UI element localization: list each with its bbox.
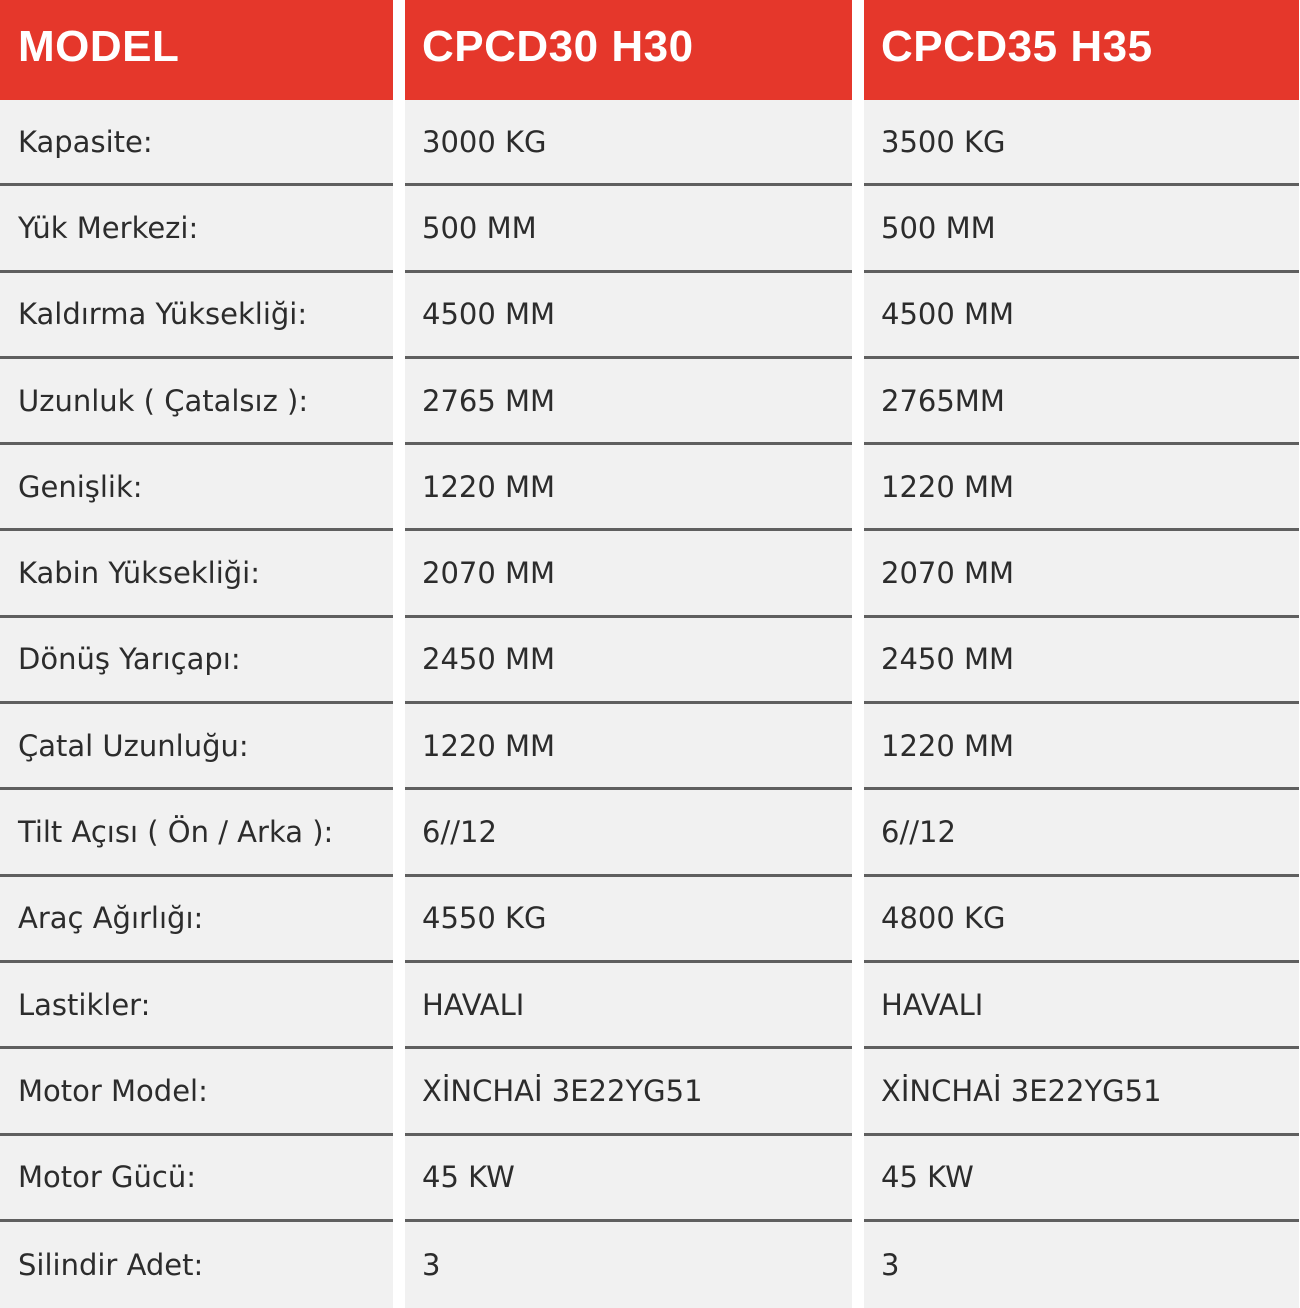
spec-value-cpcd30: 4550 KG [405, 877, 852, 963]
spec-value-cpcd35: 4800 KG [864, 877, 1299, 963]
spec-value-cpcd30: 2765 MM [405, 359, 852, 445]
spec-label: Kaldırma Yüksekliği: [0, 273, 393, 359]
spec-value-cpcd35: 1220 MM [864, 704, 1299, 790]
spec-value-cpcd30: 2070 MM [405, 531, 852, 617]
spec-label: Kapasite: [0, 100, 393, 186]
spec-value-cpcd30: 1220 MM [405, 445, 852, 531]
spec-label: Genişlik: [0, 445, 393, 531]
spec-value-cpcd30: HAVALI [405, 963, 852, 1049]
spec-label: Çatal Uzunluğu: [0, 704, 393, 790]
spec-value-cpcd30: 2450 MM [405, 618, 852, 704]
header-cpcd35: CPCD35 H35 [864, 0, 1299, 100]
spec-value-cpcd35: 2450 MM [864, 618, 1299, 704]
spec-value-cpcd30: 1220 MM [405, 704, 852, 790]
spec-label: Uzunluk ( Çatalsız ): [0, 359, 393, 445]
spec-label: Araç Ağırlığı: [0, 877, 393, 963]
spec-value-cpcd35: 4500 MM [864, 273, 1299, 359]
spec-value-cpcd35: 3 [864, 1222, 1299, 1308]
spec-label: Motor Gücü: [0, 1136, 393, 1222]
spec-label: Lastikler: [0, 963, 393, 1049]
spec-value-cpcd35: 45 KW [864, 1136, 1299, 1222]
spec-value-cpcd35: 500 MM [864, 186, 1299, 272]
spec-label: Yük Merkezi: [0, 186, 393, 272]
spec-value-cpcd30: 6//12 [405, 790, 852, 876]
spec-value-cpcd35: 2765MM [864, 359, 1299, 445]
spec-value-cpcd30: 500 MM [405, 186, 852, 272]
spec-value-cpcd30: 3000 KG [405, 100, 852, 186]
spec-value-cpcd35: 6//12 [864, 790, 1299, 876]
spec-value-cpcd35: XİNCHAİ 3E22YG51 [864, 1049, 1299, 1135]
header-cpcd30: CPCD30 H30 [405, 0, 852, 100]
spec-value-cpcd35: HAVALI [864, 963, 1299, 1049]
spec-label: Kabin Yüksekliği: [0, 531, 393, 617]
spec-value-cpcd30: 3 [405, 1222, 852, 1308]
spec-value-cpcd35: 3500 KG [864, 100, 1299, 186]
spec-value-cpcd35: 2070 MM [864, 531, 1299, 617]
spec-value-cpcd30: 45 KW [405, 1136, 852, 1222]
spec-label: Motor Model: [0, 1049, 393, 1135]
spec-value-cpcd30: 4500 MM [405, 273, 852, 359]
spec-value-cpcd35: 1220 MM [864, 445, 1299, 531]
spec-label: Dönüş Yarıçapı: [0, 618, 393, 704]
spec-label: Tilt Açısı ( Ön / Arka ): [0, 790, 393, 876]
spec-value-cpcd30: XİNCHAİ 3E22YG51 [405, 1049, 852, 1135]
spec-label: Silindir Adet: [0, 1222, 393, 1308]
header-model: MODEL [0, 0, 393, 100]
